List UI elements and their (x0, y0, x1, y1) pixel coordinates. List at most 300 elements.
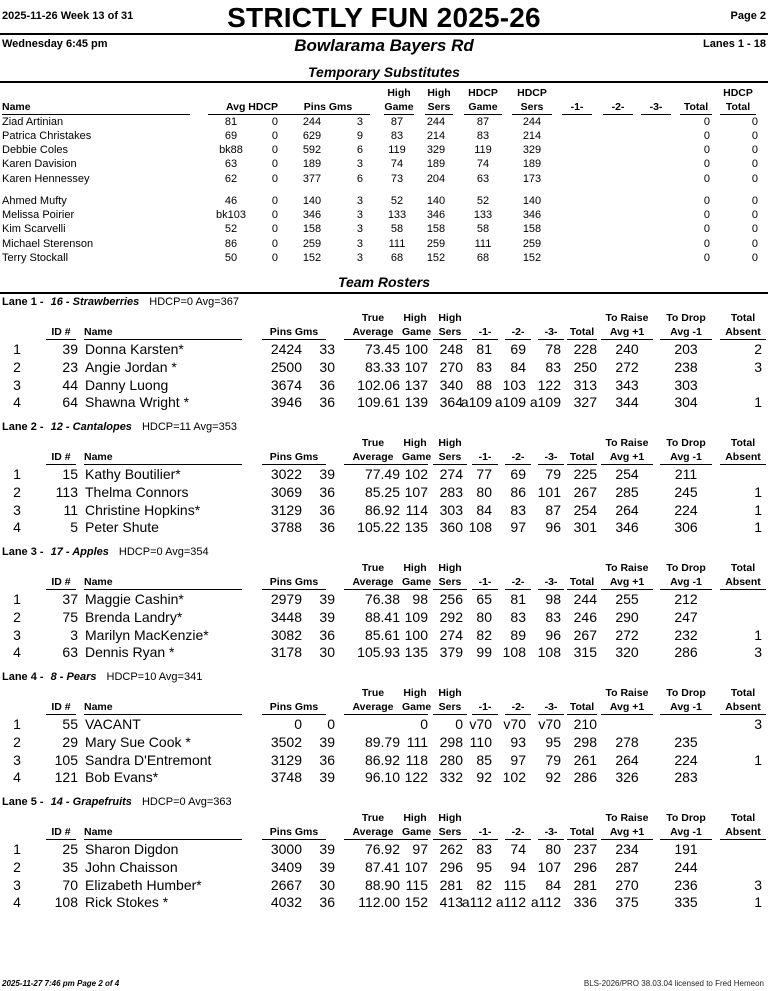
sub-hg: 133 (387, 209, 407, 221)
roster-col-high-sers-2: Sers (433, 576, 467, 590)
sub-row (0, 172, 768, 186)
roster-col-raise-2: Avg +1 (601, 826, 653, 840)
player-pos: 1 (13, 841, 21, 857)
player-g2: 94 (510, 858, 526, 875)
player-total: 281 (573, 876, 597, 893)
player-pos: 3 (13, 876, 21, 893)
player-gms: 36 (319, 519, 335, 536)
sub-row (0, 157, 768, 171)
roster-col-raise-1: To Raise (605, 437, 649, 449)
player-drop: 245 (674, 483, 698, 500)
player-hg: 107 (404, 358, 428, 375)
player-drop: 335 (674, 894, 698, 911)
player-g1: 80 (476, 483, 492, 500)
sub-name: Ziad Artinian (2, 116, 64, 128)
roster-col-id: ID # (46, 576, 76, 590)
lane-number: Lane 4 - (2, 671, 47, 683)
sub-htotal: 0 (751, 209, 758, 221)
player-g3: 101 (537, 483, 561, 500)
roster-col-id: ID # (46, 826, 76, 840)
sub-pins: 244 (302, 116, 322, 128)
player-name: Sandra D'Entremont (85, 751, 212, 768)
player-hs: 360 (439, 519, 463, 536)
sub-gms: 3 (356, 252, 363, 264)
player-hg: 115 (405, 876, 428, 893)
roster-row (0, 340, 768, 358)
player-gms: 36 (319, 501, 335, 518)
roster-row (0, 840, 768, 858)
sub-avg: 52 (224, 223, 238, 235)
roster-col-g2: -2- (505, 701, 531, 715)
roster-col-raise-1: To Raise (605, 562, 649, 574)
sub-hds: 173 (522, 173, 542, 185)
player-pins: 3409 (270, 858, 302, 875)
sub-hdcp: 0 (271, 130, 278, 142)
roster-col-high-game-1: High (403, 312, 427, 324)
roster-col-id: ID # (46, 701, 76, 715)
subs-section-title: Temporary Substitutes (308, 64, 460, 80)
roster-col-drop-2: Avg -1 (660, 451, 712, 465)
player-gms: 39 (319, 769, 335, 786)
sub-gms: 3 (356, 238, 363, 250)
sub-row (0, 222, 768, 236)
roster-row (0, 608, 768, 626)
sub-htotal: 0 (751, 223, 758, 235)
player-hg: 102 (404, 466, 428, 482)
sub-pins: 592 (302, 144, 322, 156)
team-hdcp-avg: HDCP=0 Avg=363 (141, 796, 232, 808)
roster-col-high-sers-2: Sers (433, 826, 467, 840)
player-id: 70 (62, 876, 78, 893)
player-hs: 248 (439, 341, 463, 357)
sub-avg: 69 (224, 130, 238, 142)
roster-col-g1: -1- (472, 826, 498, 840)
player-id: 63 (62, 644, 78, 661)
sub-gms: 3 (356, 158, 363, 170)
player-gms: 39 (319, 841, 335, 857)
player-g1: 110 (469, 733, 492, 750)
player-total: 261 (573, 751, 597, 768)
player-hg: 114 (405, 501, 428, 518)
sub-htotal: 0 (751, 238, 758, 250)
player-name: Bob Evans* (85, 769, 159, 786)
col-hdcp-sers-1: HDCP (517, 87, 547, 99)
sub-hdg: 68 (476, 252, 490, 264)
player-gms: 30 (319, 644, 335, 661)
roster-col-name: Name (84, 701, 242, 715)
player-name: Dennis Ryan * (85, 644, 175, 661)
sub-hs: 346 (426, 209, 446, 221)
sub-hdcp: 0 (271, 209, 278, 221)
sub-hdg: 133 (473, 209, 493, 221)
roster-row (0, 501, 768, 519)
league-title: STRICTLY FUN 2025-26 (227, 2, 541, 33)
player-drop: 191 (674, 841, 698, 857)
roster-col-g2: -2- (505, 451, 531, 465)
roster-col-high-game-1: High (403, 812, 427, 824)
sub-hs: 244 (426, 116, 446, 128)
player-g2: 84 (510, 358, 526, 375)
sub-gms: 3 (356, 195, 363, 207)
player-pos: 4 (13, 394, 21, 411)
roster-col-g3: -3- (538, 701, 564, 715)
player-pins: 3448 (270, 608, 302, 625)
player-g1: a112 (461, 894, 492, 911)
roster-row (0, 358, 768, 376)
player-pos: 4 (13, 644, 21, 661)
player-name: John Chaisson (85, 858, 178, 875)
sub-total: 0 (703, 158, 710, 170)
player-raise: 264 (615, 751, 639, 768)
player-hs: 332 (439, 769, 463, 786)
team-name: 8 - Pears (50, 671, 97, 683)
player-pins: 3674 (270, 376, 302, 393)
player-g1: 77 (476, 466, 492, 482)
roster-col-total: Total (567, 701, 597, 715)
player-avg: 73.45 (364, 341, 400, 357)
player-pos: 1 (13, 716, 21, 732)
player-pins: 3502 (270, 733, 302, 750)
player-drop: 306 (674, 519, 698, 536)
sub-hg: 119 (388, 144, 406, 156)
roster-col-g3: -3- (538, 576, 564, 590)
roster-col-high-sers-1: High (438, 312, 462, 324)
player-pos: 1 (13, 341, 21, 357)
player-hs: 274 (439, 626, 463, 643)
player-total: 298 (573, 733, 597, 750)
team-name: 12 - Cantalopes (50, 421, 132, 433)
roster-col-total: Total (567, 451, 597, 465)
roster-col-absent-2: Absent (720, 451, 766, 465)
player-drop: 303 (674, 376, 698, 393)
roster-row (0, 893, 768, 911)
player-pins: 3748 (270, 769, 302, 786)
player-gms: 39 (319, 466, 335, 482)
player-hg: 107 (404, 483, 428, 500)
player-drop: 235 (674, 733, 698, 750)
player-avg: 96.10 (364, 769, 400, 786)
roster-row (0, 768, 768, 786)
roster-col-true-avg-1: True (361, 562, 385, 574)
player-pins: 2979 (270, 591, 302, 607)
player-raise: 375 (615, 894, 639, 911)
player-pos: 3 (13, 501, 21, 518)
player-total: 250 (573, 358, 597, 375)
sub-hds: 158 (522, 223, 542, 235)
roster-col-high-sers-1: High (438, 687, 462, 699)
player-g1: 65 (476, 591, 492, 607)
roster-row (0, 376, 768, 394)
sub-hdg: 83 (476, 130, 490, 142)
player-id: 35 (62, 858, 78, 875)
player-gms: 36 (319, 894, 335, 911)
roster-col-absent-1: Total (730, 312, 756, 324)
player-g3: 87 (545, 501, 561, 518)
player-hg: 137 (404, 376, 428, 393)
player-gms: 36 (319, 626, 335, 643)
player-pos: 3 (13, 751, 21, 768)
player-id: 55 (62, 716, 78, 732)
roster-col-total: Total (567, 576, 597, 590)
player-g3: 122 (537, 376, 561, 393)
sub-total: 0 (703, 116, 710, 128)
sub-hdcp: 0 (271, 223, 278, 235)
sub-pins: 189 (302, 158, 322, 170)
sub-pins: 259 (302, 238, 322, 250)
sub-htotal: 0 (751, 144, 758, 156)
player-g3: 83 (545, 608, 561, 625)
player-id: 108 (54, 894, 78, 911)
player-g1: 82 (476, 626, 492, 643)
sub-row (0, 237, 768, 251)
player-total: 296 (573, 858, 597, 875)
player-hs: 292 (439, 608, 463, 625)
rosters-section-title: Team Rosters (337, 274, 431, 290)
roster-col-true-avg-1: True (361, 812, 385, 824)
sub-hds: 244 (522, 116, 542, 128)
sub-hdg: 63 (476, 173, 490, 185)
player-absent: 3 (754, 716, 762, 732)
player-gms: 36 (319, 483, 335, 500)
sub-hs: 329 (426, 144, 446, 156)
player-hg: 100 (404, 341, 428, 357)
player-g2: a112 (495, 894, 526, 911)
roster-col-drop-2: Avg -1 (660, 576, 712, 590)
player-raise: 344 (615, 394, 639, 411)
sub-hdg: 111 (474, 238, 492, 250)
sub-hg: 68 (390, 252, 404, 264)
player-drop: 304 (674, 394, 698, 411)
player-name: Mary Sue Cook * (85, 733, 191, 750)
player-hs: 270 (439, 358, 463, 375)
roster-col-absent-2: Absent (720, 576, 766, 590)
player-total: 210 (573, 716, 597, 732)
player-hg: 135 (404, 644, 428, 661)
roster-col-drop-2: Avg -1 (660, 826, 712, 840)
roster-row (0, 626, 768, 644)
sub-hs: 204 (426, 173, 446, 185)
col-total: Total (680, 101, 712, 115)
roster-col-true-avg-1: True (361, 437, 385, 449)
player-absent: 1 (754, 751, 762, 768)
player-pos: 3 (13, 626, 21, 643)
roster-col-high-sers-1: High (438, 562, 462, 574)
player-g3: 84 (545, 876, 561, 893)
player-g2: 69 (510, 466, 526, 482)
sub-hdg: 74 (476, 158, 490, 170)
team-hdcp-avg: HDCP=10 Avg=341 (106, 671, 203, 683)
player-g2: 93 (510, 733, 526, 750)
sub-hdcp: 0 (271, 116, 278, 128)
player-avg: 105.22 (357, 519, 400, 536)
sub-total: 0 (703, 173, 710, 185)
sub-pins: 152 (302, 252, 322, 264)
player-avg: 76.92 (364, 841, 400, 857)
player-gms: 36 (319, 376, 335, 393)
col-hdcp-sers-2: Sers (512, 101, 552, 115)
roster-row (0, 751, 768, 769)
sub-row (0, 251, 768, 265)
player-drop: 236 (674, 876, 698, 893)
sub-hdg: 58 (476, 223, 490, 235)
col-game-1: -1- (562, 101, 592, 115)
sub-row (0, 208, 768, 222)
team-name: 16 - Strawberries (50, 296, 140, 308)
sub-pins: 158 (302, 223, 322, 235)
lane-number: Lane 3 - (2, 546, 47, 558)
player-g2: 115 (503, 876, 526, 893)
player-g3: 78 (545, 341, 561, 357)
player-g3: 79 (545, 751, 561, 768)
sub-hds: 329 (522, 144, 542, 156)
sub-htotal: 0 (751, 195, 758, 207)
col-avg-hdcp: Avg HDCP (208, 101, 296, 115)
player-pins: 2424 (270, 341, 302, 357)
player-total: 254 (573, 501, 597, 518)
player-absent: 1 (754, 894, 762, 911)
software-license: BLS-2026/PRO 38.03.04 licensed to Fred Hemeon (583, 979, 764, 988)
roster-col-g2: -2- (505, 326, 531, 340)
player-gms: 39 (319, 608, 335, 625)
roster-col-drop-1: To Drop (666, 687, 706, 699)
sub-total: 0 (703, 252, 710, 264)
player-id: 25 (62, 841, 78, 857)
sub-gms: 3 (356, 116, 363, 128)
roster-col-absent-2: Absent (720, 701, 766, 715)
sub-avg: 62 (224, 173, 238, 185)
player-total: 267 (573, 483, 597, 500)
roster-col-id: ID # (46, 451, 76, 465)
sub-pins: 377 (302, 173, 322, 185)
player-total: 327 (573, 394, 597, 411)
roster-col-g3: -3- (538, 826, 564, 840)
sub-gms: 6 (356, 144, 363, 156)
sub-total: 0 (703, 209, 710, 221)
roster-col-high-game-1: High (403, 562, 427, 574)
player-hg: 97 (412, 841, 428, 857)
player-g1: 92 (476, 769, 492, 786)
lane-header (2, 421, 237, 433)
roster-col-drop-1: To Drop (666, 437, 706, 449)
player-g3: 96 (545, 519, 561, 536)
sub-hg: 58 (390, 223, 404, 235)
roster-col-true-avg-1: True (361, 312, 385, 324)
sub-name: Michael Sterenson (2, 238, 94, 250)
player-raise: 255 (615, 591, 639, 607)
sub-gms: 3 (356, 223, 363, 235)
player-hs: 280 (439, 751, 463, 768)
sub-avg: 81 (224, 116, 238, 128)
roster-col-raise-2: Avg +1 (601, 326, 653, 340)
player-hs: 413 (439, 894, 463, 911)
player-pins: 2500 (270, 358, 302, 375)
player-gms: 33 (319, 341, 335, 357)
sub-total: 0 (703, 238, 710, 250)
player-g2: 97 (510, 519, 526, 536)
col-high-sers-2: Sers (425, 101, 453, 115)
sub-name: Debbie Coles (2, 144, 69, 156)
player-pos: 1 (13, 466, 21, 482)
roster-col-high-game-2: Game (402, 701, 432, 713)
roster-col-true-avg-2: Average (344, 576, 402, 590)
roster-row (0, 715, 768, 733)
sub-total: 0 (703, 223, 710, 235)
player-hg: 98 (412, 591, 428, 607)
roster-col-total: Total (567, 326, 597, 340)
roster-col-high-sers-2: Sers (433, 451, 467, 465)
player-g1: 108 (468, 519, 492, 536)
player-absent: 3 (754, 644, 762, 661)
player-g1: 95 (476, 858, 492, 875)
player-g1: 84 (476, 501, 492, 518)
player-hg: 135 (404, 519, 428, 536)
player-hs: 274 (439, 466, 463, 482)
sub-total: 0 (703, 130, 710, 142)
player-name: Elizabeth Humber* (85, 876, 202, 893)
player-hs: 262 (439, 841, 463, 857)
roster-col-high-sers-2: Sers (433, 701, 467, 715)
player-raise: 320 (615, 644, 639, 661)
player-id: 121 (54, 769, 78, 786)
player-gms: 30 (319, 358, 335, 375)
roster-col-drop-1: To Drop (666, 562, 706, 574)
player-hs: 296 (439, 858, 463, 875)
team-hdcp-avg: HDCP=11 Avg=353 (141, 421, 237, 433)
sub-name: Kim Scarvelli (2, 223, 66, 235)
roster-col-g1: -1- (472, 451, 498, 465)
roster-row (0, 643, 768, 661)
roster-col-pins-gms: Pins Gms (262, 326, 326, 340)
rosters-divider (0, 292, 768, 294)
sub-hdcp: 0 (271, 252, 278, 264)
sub-hds: 189 (522, 158, 542, 170)
player-pins: 3082 (270, 626, 302, 643)
subs-divider (0, 81, 768, 83)
col-high-sers-1: High (427, 87, 451, 99)
sub-htotal: 0 (751, 116, 758, 128)
player-total: 244 (573, 591, 597, 607)
sub-avg: bk103 (216, 209, 246, 221)
player-name: Brenda Landry* (85, 608, 183, 625)
sub-name: Patrica Christakes (2, 130, 92, 142)
player-raise: 278 (615, 733, 639, 750)
sub-gms: 6 (356, 173, 363, 185)
lane-number: Lane 1 - (2, 296, 47, 308)
league-day-time: Wednesday 6:45 pm (2, 38, 108, 50)
roster-col-g3: -3- (538, 451, 564, 465)
sub-name: Melissa Poirier (2, 209, 75, 221)
player-hs: 340 (439, 376, 463, 393)
sub-avg: 50 (224, 252, 238, 264)
player-hg: 122 (404, 769, 428, 786)
player-g1: 85 (476, 751, 492, 768)
col-game-3: -3- (641, 101, 671, 115)
sub-hdcp: 0 (271, 195, 278, 207)
player-pins: 2667 (270, 876, 302, 893)
roster-col-high-sers-1: High (438, 437, 462, 449)
player-g3: 107 (537, 858, 561, 875)
sub-htotal: 0 (751, 158, 758, 170)
print-timestamp: 2025-11-27 7:46 pm Page 2 of 4 (2, 979, 120, 988)
player-pins: 3022 (270, 466, 302, 482)
player-avg: 76.38 (364, 591, 400, 607)
player-g1: v70 (469, 716, 492, 732)
roster-col-drop-1: To Drop (666, 312, 706, 324)
player-g2: 97 (510, 751, 526, 768)
player-g2: 83 (510, 608, 526, 625)
roster-col-raise-2: Avg +1 (601, 451, 653, 465)
roster-col-true-avg-2: Average (344, 326, 402, 340)
